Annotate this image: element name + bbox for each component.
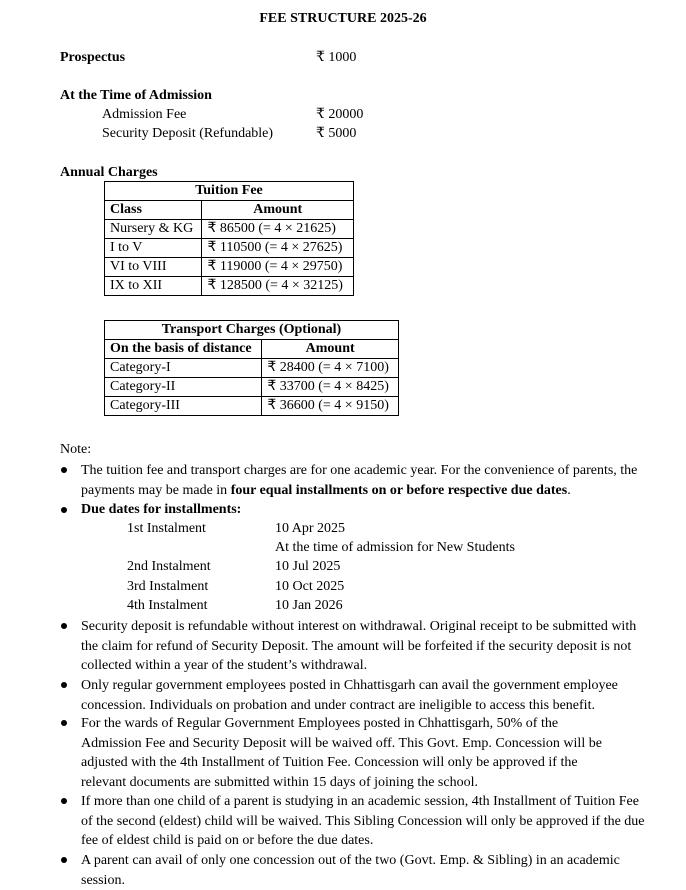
installment-2-date: 10 Jul 2025 bbox=[275, 559, 341, 574]
tuition-table-title: Tuition Fee bbox=[105, 182, 354, 201]
bullet-icon bbox=[61, 623, 67, 629]
transport-header-distance: On the basis of distance bbox=[105, 340, 262, 359]
tuition-header-class: Class bbox=[105, 201, 202, 220]
note-bullet-1-end: . bbox=[567, 482, 571, 498]
table-row bbox=[105, 277, 354, 296]
transport-charges-table bbox=[104, 320, 399, 416]
bullet-icon bbox=[61, 682, 67, 688]
installment-1-extra: At the time of admission for New Students bbox=[275, 540, 515, 555]
note-bullet-1 bbox=[81, 461, 651, 500]
table-row bbox=[105, 359, 399, 378]
bullet-icon bbox=[61, 467, 67, 473]
table-cell: ₹ 28400 (= 4 × 7100) bbox=[262, 359, 399, 378]
note-bullet-1-text: The tuition fee and transport charges are for one academic year. For the convenience of parents, the payments may be made in bbox=[81, 463, 638, 498]
bullet-icon bbox=[61, 857, 67, 863]
table-cell: ₹ 33700 (= 4 × 8425) bbox=[262, 378, 399, 397]
security-deposit-amount: ₹ 5000 bbox=[316, 126, 357, 141]
installment-4-label: 4th Instalment bbox=[127, 598, 208, 613]
bullet-icon bbox=[61, 798, 67, 804]
transport-table-title: Transport Charges (Optional) bbox=[105, 321, 399, 340]
table-cell: ₹ 119000 (= 4 × 29750) bbox=[202, 258, 354, 277]
installment-1-date: 10 Apr 2025 bbox=[275, 521, 345, 536]
admission-heading: At the Time of Admission bbox=[60, 88, 212, 103]
installment-3-label: 3rd Instalment bbox=[127, 579, 209, 594]
security-deposit-label: Security Deposit (Refundable) bbox=[102, 126, 274, 141]
note-bullet-5: For the wards of Regular Government Employees posted in Chhattisgarh, 50% of the Admission Fee and Security Deposit will be waived off. This Govt. Emp. Concession will be adjusted with the 4th Installment of Tuition Fee. Concession will only be approved if the relevant documents are submitted within 15 days of joining the school. bbox=[81, 716, 602, 790]
table-cell: Category-III bbox=[105, 397, 262, 416]
note-bullet-1-bold: four equal installments on or before respective due dates bbox=[230, 482, 568, 498]
note-bullet-6: If more than one child of a parent is studying in an academic session, 4th Installment of Tuition Fee of the second (eldest) child will be waived. This Sibling Concession will only be approved if the due fee of eldest child is paid on or before the due dates. bbox=[81, 794, 645, 848]
transport-header-amount: Amount bbox=[262, 340, 399, 359]
tuition-header-amount: Amount bbox=[202, 201, 354, 220]
table-cell: Category-I bbox=[105, 359, 262, 378]
installment-4-date: 10 Jan 2026 bbox=[275, 598, 343, 613]
bullet-icon bbox=[61, 507, 67, 513]
page-title: FEE STRUCTURE 2025-26 bbox=[259, 11, 427, 26]
prospectus-label: Prospectus bbox=[60, 50, 126, 65]
table-row bbox=[105, 220, 354, 239]
admission-fee-label: Admission Fee bbox=[102, 107, 187, 122]
due-dates-heading: Due dates for installments: bbox=[81, 502, 242, 517]
table-row bbox=[105, 397, 399, 416]
table-cell: IX to XII bbox=[105, 277, 202, 296]
installment-3-date: 10 Oct 2025 bbox=[275, 579, 345, 594]
installment-2-label: 2nd Instalment bbox=[127, 559, 211, 574]
table-cell: Nursery & KG bbox=[105, 220, 202, 239]
table-row bbox=[105, 239, 354, 258]
table-row bbox=[105, 378, 399, 397]
annual-charges-heading: Annual Charges bbox=[60, 165, 158, 180]
table-cell: Category-II bbox=[105, 378, 262, 397]
table-cell: ₹ 36600 (= 4 × 9150) bbox=[262, 397, 399, 416]
note-bullet-3: Security deposit is refundable without interest on withdrawal. Original receipt to be submitted with the claim for refund of Security Deposit. The amount will be forfeited if the security deposit is not collected within a year of the student’s withdrawal. bbox=[81, 619, 637, 673]
installment-1-label: 1st Instalment bbox=[127, 521, 206, 536]
admission-fee-amount: ₹ 20000 bbox=[316, 107, 364, 122]
prospectus-amount: ₹ 1000 bbox=[316, 50, 357, 65]
bullet-icon bbox=[61, 720, 67, 726]
table-cell: ₹ 128500 (= 4 × 32125) bbox=[202, 277, 354, 296]
table-row bbox=[105, 258, 354, 277]
table-cell: ₹ 86500 (= 4 × 21625) bbox=[202, 220, 354, 239]
note-heading: Note: bbox=[60, 442, 92, 457]
note-bullet-4: Only regular government employees posted in Chhattisgarh can avail the government employee concession. Individuals on probation and under contract are ineligible to access this benefit. bbox=[81, 678, 618, 713]
note-bullet-7: A parent can avail of only one concession out of the two (Govt. Emp. & Sibling) in an academic session. bbox=[81, 853, 620, 888]
table-cell: ₹ 110500 (= 4 × 27625) bbox=[202, 239, 354, 258]
table-cell: VI to VIII bbox=[105, 258, 202, 277]
tuition-fee-table bbox=[104, 181, 354, 296]
table-cell: I to V bbox=[105, 239, 202, 258]
